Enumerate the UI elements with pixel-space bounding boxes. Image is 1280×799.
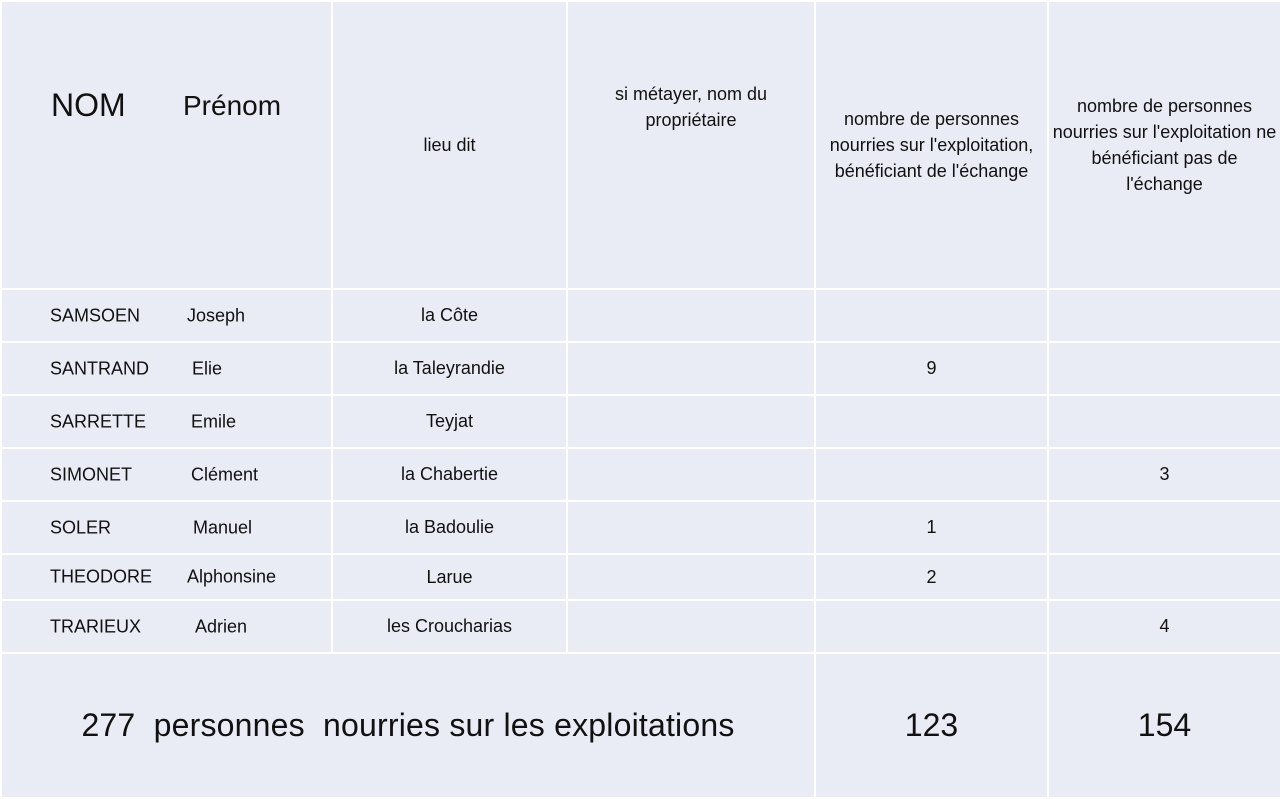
- row-prenom: Adrien: [195, 616, 248, 636]
- row-benef: 9: [815, 342, 1048, 395]
- total-non-benef: 154: [1048, 653, 1280, 798]
- table-row: [1, 501, 1280, 554]
- table-row: [1, 289, 1280, 342]
- row-prenom: Joseph: [187, 305, 246, 325]
- row-benef: 1: [815, 501, 1048, 554]
- table-row: [1, 342, 1280, 395]
- name-cell: [1, 342, 332, 395]
- row-prenom: Clément: [191, 464, 259, 484]
- row-nom: TRARIEUX: [50, 616, 142, 636]
- row-benef: [815, 600, 1048, 653]
- header-row: [1, 1, 1280, 289]
- table-row: [1, 395, 1280, 448]
- row-lieu: Larue: [332, 554, 567, 600]
- header-lieu-dit: lieu dit: [332, 1, 567, 289]
- table-row: [1, 600, 1280, 653]
- total-label: 277 personnes nourries sur les exploitations: [1, 653, 815, 798]
- row-metayer: [567, 289, 815, 342]
- row-nom: SIMONET: [50, 464, 133, 484]
- table-row: [1, 554, 1280, 600]
- row-metayer: [567, 448, 815, 501]
- row-metayer: [567, 501, 815, 554]
- row-non-benef: 3: [1048, 448, 1280, 501]
- row-lieu: la Badoulie: [332, 501, 567, 554]
- row-prenom: Emile: [191, 411, 237, 431]
- header-name-cell: [1, 1, 332, 289]
- row-nom: SOLER: [50, 517, 112, 537]
- total-benef: 123: [815, 653, 1048, 798]
- row-nom: SARRETTE: [50, 411, 147, 431]
- header-nom: NOM: [51, 87, 126, 123]
- name-cell: [1, 289, 332, 342]
- row-prenom: Manuel: [193, 517, 253, 537]
- name-cell: [1, 395, 332, 448]
- row-metayer: [567, 600, 815, 653]
- row-nom: SANTRAND: [50, 358, 150, 378]
- row-lieu: la Taleyrandie: [332, 342, 567, 395]
- row-metayer: [567, 554, 815, 600]
- row-nom: SAMSOEN: [50, 305, 141, 325]
- row-prenom: Alphonsine: [187, 566, 277, 587]
- name-cell: [1, 600, 332, 653]
- row-lieu: la Chabertie: [332, 448, 567, 501]
- row-non-benef: [1048, 342, 1280, 395]
- row-benef: [815, 289, 1048, 342]
- row-benef: [815, 448, 1048, 501]
- header-prenom: Prénom: [183, 90, 282, 121]
- row-prenom: Elie: [192, 358, 223, 378]
- row-benef: [815, 395, 1048, 448]
- row-lieu: Teyjat: [332, 395, 567, 448]
- row-non-benef: [1048, 501, 1280, 554]
- row-lieu: la Côte: [332, 289, 567, 342]
- name-cell: [1, 448, 332, 501]
- header-non-beneficiant: nombre de personnes nourries sur l'exploitation ne bénéficiant pas de l'échange: [1048, 1, 1280, 289]
- row-non-benef: [1048, 554, 1280, 600]
- name-cell: [1, 501, 332, 554]
- header-beneficiant: nombre de personnes nourries sur l'exploitation, bénéficiant de l'échange: [815, 1, 1048, 289]
- header-metayer: si métayer, nom du propriétaire: [567, 1, 815, 289]
- row-metayer: [567, 342, 815, 395]
- row-non-benef: 4: [1048, 600, 1280, 653]
- row-lieu: les Croucharias: [332, 600, 567, 653]
- name-cell: [1, 554, 332, 600]
- row-nom: THEODORE: [50, 566, 153, 587]
- row-metayer: [567, 395, 815, 448]
- row-benef: 2: [815, 554, 1048, 600]
- table-row: [1, 448, 1280, 501]
- row-non-benef: [1048, 395, 1280, 448]
- row-non-benef: [1048, 289, 1280, 342]
- total-row: [1, 653, 1280, 798]
